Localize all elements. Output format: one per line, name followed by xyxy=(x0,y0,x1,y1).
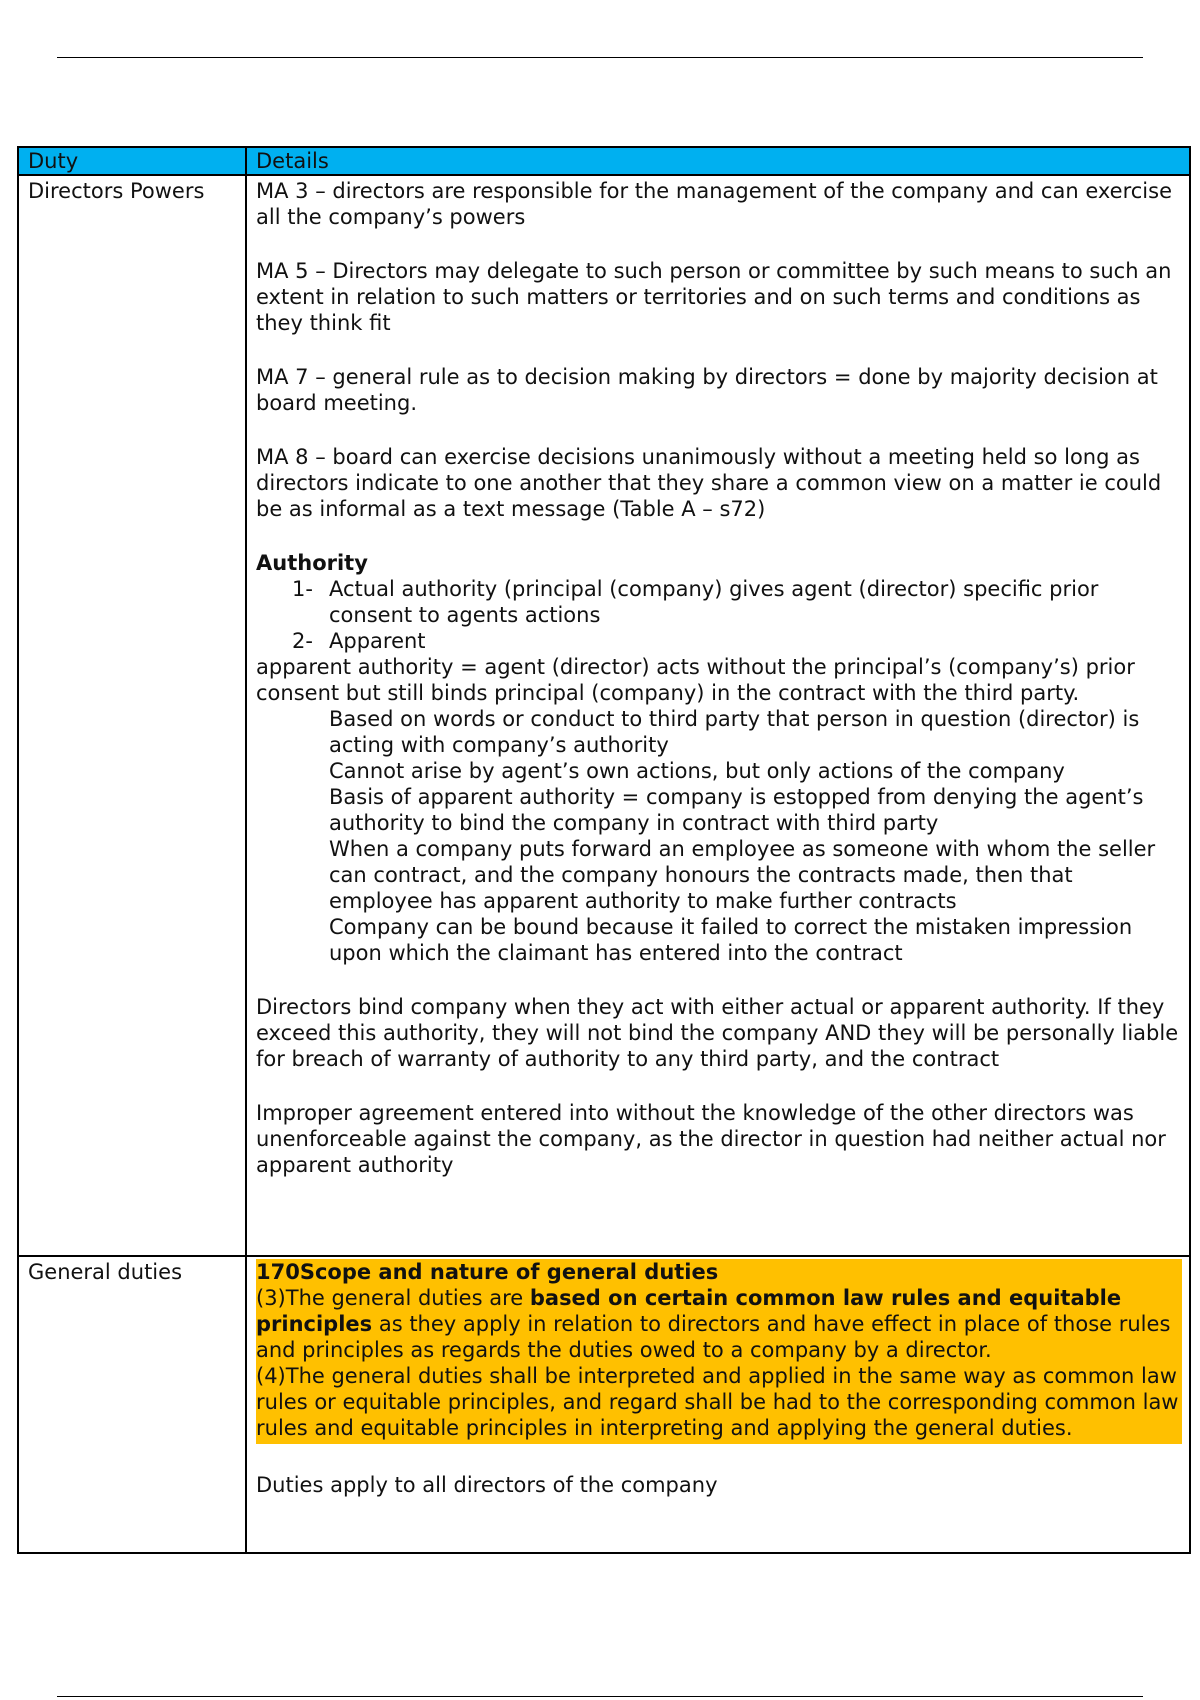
footer-rule xyxy=(57,1696,1143,1697)
apparent-point: When a company puts forward an employee as someone with whom the seller can contract, and the company honours the contracts made, then that employee has apparent authority to make further contracts xyxy=(329,837,1156,913)
duty-cell: General duties xyxy=(18,1256,246,1553)
apparent-point: Based on words or conduct to third party that person in question (director) is acting with company’s authority xyxy=(329,707,1140,757)
subsection-4: (4)The general duties shall be interpreted and applied in the same way as common law rules or equitable principles, and regard shall be had to the corresponding common law rules and equitable principles in interpreting and applying the general duties. xyxy=(256,1364,1179,1440)
list-number: 2- xyxy=(292,629,313,653)
subsection-3-prefix: (3)The general duties are xyxy=(256,1286,530,1310)
details-cell xyxy=(246,175,1190,1256)
table-row xyxy=(18,175,1190,1256)
bind-company-paragraph: Directors bind company when they act with either actual or apparent authority. If they exceed this authority, they will not bind the company AND they will be personally liable for breach of warranty of authority to any third party, and the contract xyxy=(256,995,1179,1071)
list-item xyxy=(256,628,1180,654)
header-rule xyxy=(57,57,1143,58)
all-directors-paragraph: Duties apply to all directors of the company xyxy=(256,1473,718,1497)
ma3-paragraph: MA 3 – directors are responsible for the management of the company and can exercise all the company’s powers xyxy=(256,179,1173,229)
ma7-paragraph: MA 7 – general rule as to decision making by directors = done by majority decision at board meeting. xyxy=(256,365,1158,415)
subsection-3-suffix: as they apply in relation to directors and have effect in place of those rules and principles as regards the duties owed to a company by a director. xyxy=(256,1312,1171,1362)
improper-agreement-paragraph: Improper agreement entered into without the knowledge of the other directors was unenforceable against the company, as the director in question had neither actual nor apparent authority xyxy=(256,1101,1166,1177)
ma8-paragraph: MA 8 – board can exercise decisions unanimously without a meeting held so long as directors indicate to one another that they share a common view on a matter ie could be as informal as a text message (Table A – s72) xyxy=(256,445,1162,521)
statute-highlight-block xyxy=(256,1259,1182,1444)
list-item xyxy=(256,576,1180,628)
subsection-3-bold: based on certain common law rules and equitable principles xyxy=(256,1286,1122,1336)
section-170-heading: 170Scope and nature of general duties xyxy=(256,1260,719,1284)
apparent-point: Company can be bound because it failed to correct the mistaken impression upon which the claimant has entered into the contract xyxy=(329,915,1133,965)
duty-cell: Directors Powers xyxy=(18,175,246,1256)
subsection-3 xyxy=(256,1285,1182,1363)
column-header-details: Details xyxy=(246,147,1190,175)
table-header-row xyxy=(18,147,1190,175)
apparent-point: Cannot arise by agent’s own actions, but only actions of the company xyxy=(329,759,1065,783)
list-text: Apparent xyxy=(329,629,426,653)
authority-heading: Authority xyxy=(256,551,368,575)
list-text: Actual authority (principal (company) gives agent (director) specific prior consent to agents actions xyxy=(329,577,1099,627)
duties-table xyxy=(17,146,1191,1554)
ma5-paragraph: MA 5 – Directors may delegate to such person or committee by such means to such an extent in relation to such matters or territories and on such terms and conditions as they think fit xyxy=(256,259,1172,335)
apparent-authority-definition: apparent authority = agent (director) acts without the principal’s (company’s) prior consent but still binds principal (company) in the contract with the third party. xyxy=(256,655,1135,705)
list-number: 1- xyxy=(292,577,313,601)
table-row xyxy=(18,1256,1190,1553)
details-cell xyxy=(246,1256,1190,1553)
column-header-duty: Duty xyxy=(18,147,246,175)
apparent-point: Basis of apparent authority = company is estopped from denying the agent’s authority to bind the company in contract with third party xyxy=(329,785,1144,835)
